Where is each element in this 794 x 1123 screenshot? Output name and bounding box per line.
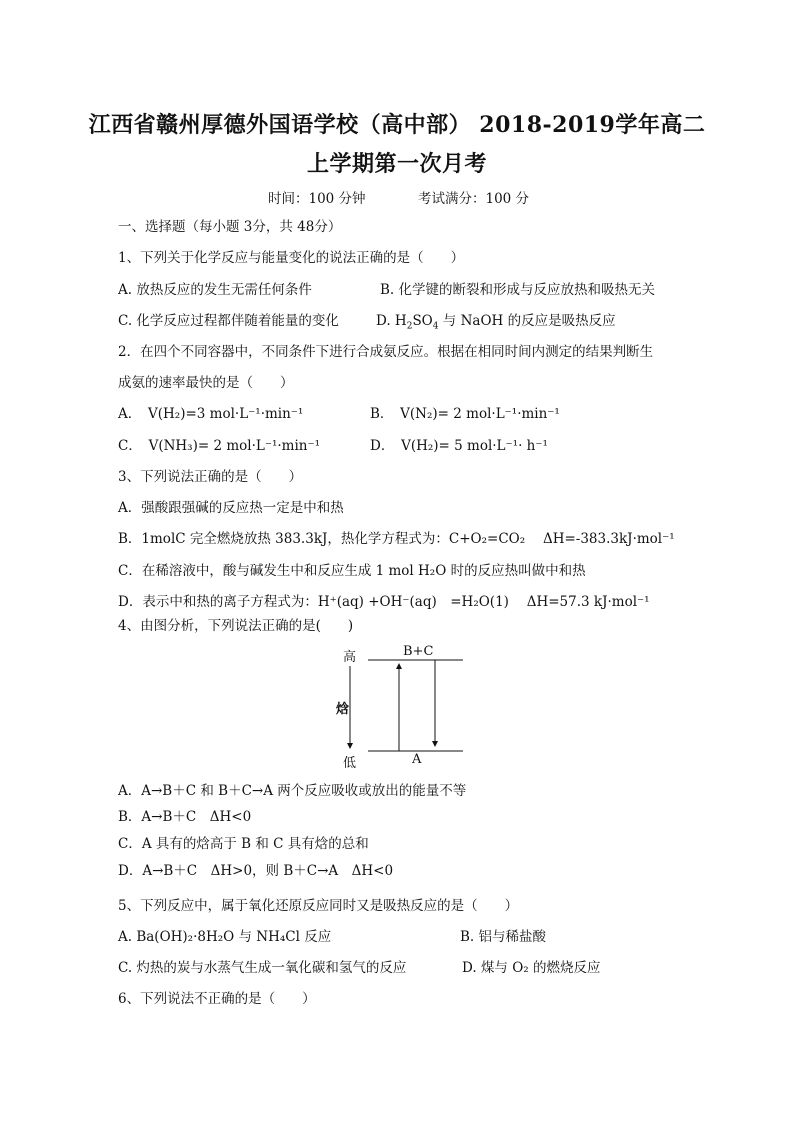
q6-stem: 6、下列说法不正确的是（ ） bbox=[118, 991, 316, 1007]
full-score: 考试满分：100 分 bbox=[418, 191, 530, 207]
q5-option-d: D. 煤与 O₂ 的燃烧反应 bbox=[462, 960, 601, 976]
q4-option-a: A．A→B＋C 和 B＋C→A 两个反应吸收或放出的能量不等 bbox=[118, 783, 467, 799]
q2-option-b: B． V(N₂)= 2 mol·L⁻¹·min⁻¹ bbox=[370, 406, 560, 422]
q2-option-a: A． V(H₂)=3 mol·L⁻¹·min⁻¹ bbox=[118, 406, 304, 422]
q4-option-b: B．A→B＋C ΔH<0 bbox=[118, 809, 252, 825]
q5-option-b: B. 铝与稀盐酸 bbox=[460, 929, 547, 945]
q5-option-c: C. 灼热的炭与水蒸气生成一氧化碳和氢气的反应 bbox=[118, 960, 407, 976]
exam-title-line1: 江西省赣州厚德外国语学校（高中部） 2018-2019学年高二 bbox=[88, 112, 706, 138]
q1-option-d: D. $H_2SO_4$ 与 NaOH 的反应是吸热反应 bbox=[376, 313, 616, 332]
q4-stem: 4、由图分析，下列说法正确的是( ) bbox=[118, 618, 354, 634]
label-enthalpy: 焓 bbox=[336, 702, 350, 717]
exam-title-line2: 上学期第一次月考 bbox=[306, 151, 487, 177]
section-heading: 一、选择题（每小题 3分，共 48分） bbox=[118, 219, 342, 235]
q3-option-a: A．强酸跟强碱的反应热一定是中和热 bbox=[118, 500, 344, 516]
label-high: 高 bbox=[343, 650, 357, 665]
q5-stem: 5、下列反应中，属于氧化还原反应同时又是吸热反应的是（ ） bbox=[118, 898, 519, 914]
enthalpy-diagram bbox=[330, 640, 470, 770]
q2-option-c: C． V(NH₃)= 2 mol·L⁻¹·min⁻¹ bbox=[118, 438, 321, 454]
q3-option-d: D．表示中和热的离子方程式为：H⁺(aq) +OH⁻(aq) =H₂O(1) ΔH=57.3 kJ·mol⁻¹ bbox=[118, 594, 650, 610]
label-low: 低 bbox=[343, 756, 357, 771]
q2-stem-line2: 成氨的速率最快的是（ ） bbox=[118, 375, 294, 391]
q1-option-a: A. 放热反应的发生无需任何条件 bbox=[118, 282, 312, 298]
q1-option-b: B. 化学键的断裂和形成与反应放热和吸热无关 bbox=[380, 282, 656, 298]
time-limit: 时间：100 分钟 bbox=[268, 191, 366, 207]
q3-option-c: C．在稀溶液中，酸与碱发生中和反应生成 1 mol H₂O 时的反应热叫做中和热 bbox=[118, 563, 586, 579]
q1-option-c: C. 化学反应过程都伴随着能量的变化 bbox=[118, 313, 339, 329]
label-b-plus-c: B+C bbox=[403, 644, 434, 659]
q5-option-a: A. Ba(OH)₂·8H₂O 与 NH₄Cl 反应 bbox=[118, 929, 332, 945]
q3-option-b: B．1molC 完全燃烧放热 383.3kJ，热化学方程式为：C+O₂=CO₂ ΔH=-383.3kJ·mol⁻¹ bbox=[118, 531, 675, 547]
q2-option-d: D． V(H₂)= 5 mol·L⁻¹· h⁻¹ bbox=[370, 438, 548, 454]
q1-stem: 1、下列关于化学反应与能量变化的说法正确的是（ ） bbox=[118, 250, 465, 266]
q3-stem: 3、下列说法正确的是（ ） bbox=[118, 469, 303, 485]
label-a: A bbox=[412, 752, 422, 767]
q4-option-c: C．A 具有的焓高于 B 和 C 具有焓的总和 bbox=[118, 836, 369, 852]
q4-option-d: D．A→B＋C ΔH>0，则 B＋C→A ΔH<0 bbox=[118, 863, 394, 879]
q2-stem-line1: 2．在四个不同容器中，不同条件下进行合成氨反应。根据在相同时间内测定的结果判断生 bbox=[118, 344, 654, 360]
